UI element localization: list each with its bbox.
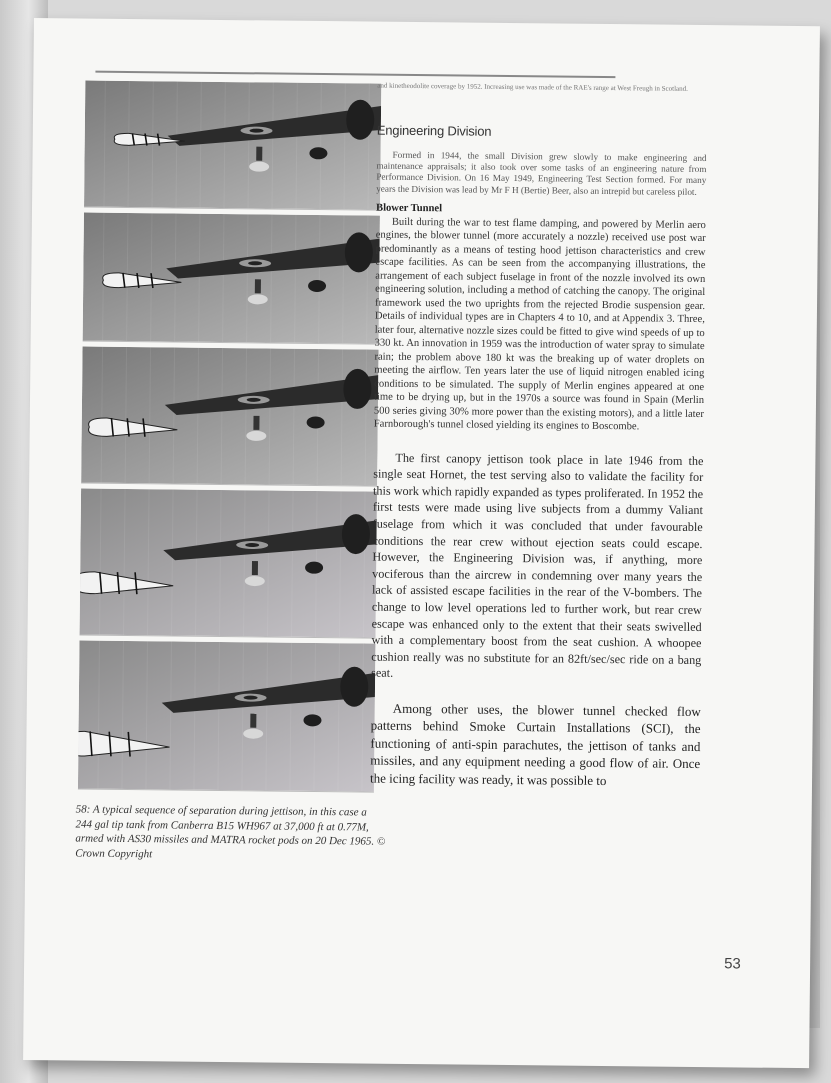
- jettison-photo-3: [81, 347, 378, 487]
- jettison-photo-5: [78, 641, 376, 793]
- pylon: [255, 279, 261, 293]
- jettison-photo-4: [80, 489, 378, 639]
- header-rule: [95, 71, 615, 78]
- pylon: [250, 714, 256, 728]
- intro-paragraph: Formed in 1944, the small Division grew slowly to make engineering and maintenance appraisals; it also took over some tasks of an engineering nature from Performance Division. On 16 May 1949, Engineering Test Section formed. For many years the Division was lead by Mr F H (Bertie) Beer, also an intrepid but careless pilot.: [376, 149, 707, 197]
- jettison-photo-2: [83, 213, 380, 345]
- figure-caption: 58: A typical sequence of separation during jettison, in this case a 244 gal tip tank from Canberra B15 WH967 at 37,000 ft at 0.77M, armed with AS30 missiles and MATRA rocket pods on 20 Dec 1965. © Crown Copyright: [75, 803, 386, 860]
- photo-2-image: [83, 213, 380, 344]
- text-column: [370, 82, 707, 790]
- canopy-jettison-paragraph: The first canopy jettison took place in late 1946 from the single seat Hornet, the test serving also to validate the facility for this work which rapidly expanded as types proliferated. In 1952 the first tests were made using live subjects from a dummy Valiant fuselage from which it was concluded that under favourable conditions the rear crew without ejection seats could escape. However, the Engineering Division was, if anything, more vociferous than the aircrew in condemning over many years the lack of assisted escape facilities in the rear of the V-bombers. The change to low level operations led to further work, but rear crew escape was enhanced only to the extent that their seats swivelled with a complementary boost from the seat cushion. A whoopee cushion really was no substitute for an 82ft/sec/sec ride on a bang seat.: [371, 450, 704, 681]
- photo-4-image: [80, 489, 378, 638]
- photo-5-image: [78, 641, 376, 792]
- photo-sequence: [78, 79, 385, 794]
- subsection-heading: Blower Tunnel: [375, 202, 443, 215]
- pylon: [256, 147, 262, 161]
- continued-text: and kinetheodolite coverage by 1952. Increasing use was made of the RAE's range at West Freugh in Scotland.: [377, 81, 688, 93]
- pylon: [252, 561, 258, 575]
- pylon: [253, 416, 259, 430]
- section-heading: Engineering Division: [376, 122, 492, 139]
- jettison-photo-1: [84, 81, 381, 211]
- other-uses-paragraph: Among other uses, the blower tunnel checked flow patterns behind Smoke Curtain Installations (SCI), the functioning of anti-spin parachutes, the jettison of tanks and missiles, and any equipment needing a good flow of air. Once the icing facility was ready, it was possible to: [369, 700, 701, 788]
- page-number: 53: [724, 955, 741, 973]
- photo-1-image: [84, 81, 381, 210]
- blower-tunnel-paragraph: Built during the war to test flame damping, and powered by Merlin aero engines, the blower tunnel (more accurately a nozzle) received use post war predominantly as a means of testing hood jettison characteristics and crew escape facilities. As can be seen from the accompanying illustrations, the arrangement of each subject fuselage in front of the nozzle involved its own engineering solution, including a method of catching the canopy. The original framework used the two uprights from the rejected Brodie suspension gear. Details of individual types are in Chapters 4 to 10, and at Appendix 3. Three, later four, alternative nozzle sizes could be fitted to give wind speeds of up to 330 kt. An innovation in 1959 was the introduction of water spray to simulate rain; the problem above 180 kt was the breaking up of water droplets on meeting the airflow. Ten years later the use of liquid nitrogen enabled icing conditions to be simulated. The supply of Merlin engines appeared at one time to be drying up, but in the 1970s a source was found in Spain (Merlin 500 series giving 30% more power than the existing motors), and a little later Farnborough's tunnel closed yielding its engines to Boscombe.: [373, 216, 706, 433]
- photo-3-image: [81, 347, 378, 486]
- book-page: [23, 18, 820, 1068]
